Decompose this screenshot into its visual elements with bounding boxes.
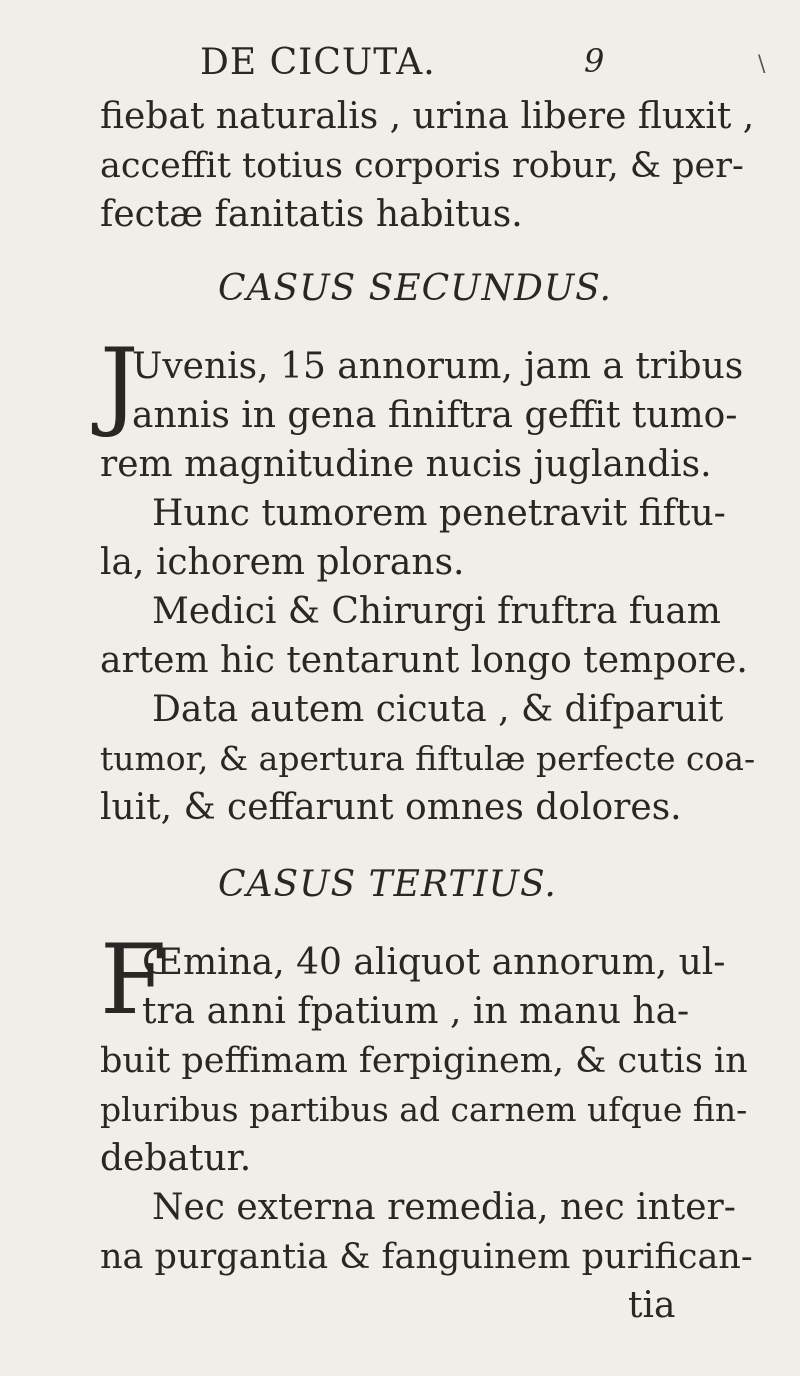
text-line: luit, & ceffarunt omnes dolores. [100, 787, 682, 828]
text-line: Medici & Chirurgi fruftra fuam [152, 591, 721, 632]
margin-mark: \ [758, 52, 766, 77]
text-line: Uvenis, 15 annorum, jam a tribus [132, 346, 744, 387]
text-line: Hunc tumorem penetravit fiftu- [152, 493, 726, 534]
text-line: tumor, & apertura fiftulæ perfecte coa- [100, 739, 756, 778]
text-line: Œmina, 40 aliquot annorum, ul- [142, 942, 726, 983]
text-line: fectæ fanitatis habitus. [100, 194, 523, 235]
text-line: tra anni fpatium , in manu ha- [142, 991, 690, 1032]
text-line: artem hic tentarunt longo tempore. [100, 640, 748, 681]
text-line: na purgantia & fanguinem purifican- [100, 1237, 753, 1277]
text-line: pluribus partibus ad carnem ufque fin- [100, 1090, 748, 1129]
section-heading: CASUS TERTIUS. [218, 864, 557, 905]
catchword: tia [628, 1285, 676, 1326]
text-line: buit peffimam ferpiginem, & cutis in [100, 1041, 748, 1081]
drop-cap: F [100, 924, 167, 1036]
page-number: 9 [584, 42, 605, 80]
text-line: Nec externa remedia, nec inter- [152, 1187, 736, 1228]
text-line: Data autem cicuta , & difparuit [152, 689, 724, 730]
text-line: rem magnitudine nucis juglandis. [100, 444, 712, 485]
text-line: fiebat naturalis , urina libere fluxit , [100, 96, 755, 137]
section-heading: CASUS SECUNDUS. [218, 268, 613, 309]
drop-cap: J [100, 328, 139, 440]
text-line: annis in gena finiftra geffit tumo- [132, 395, 738, 436]
running-head: DE CICUTA. [200, 42, 436, 83]
text-line: acceffit totius corporis robur, & per- [100, 146, 744, 186]
text-line: la, ichorem plorans. [100, 542, 465, 583]
text-line: debatur. [100, 1138, 252, 1179]
